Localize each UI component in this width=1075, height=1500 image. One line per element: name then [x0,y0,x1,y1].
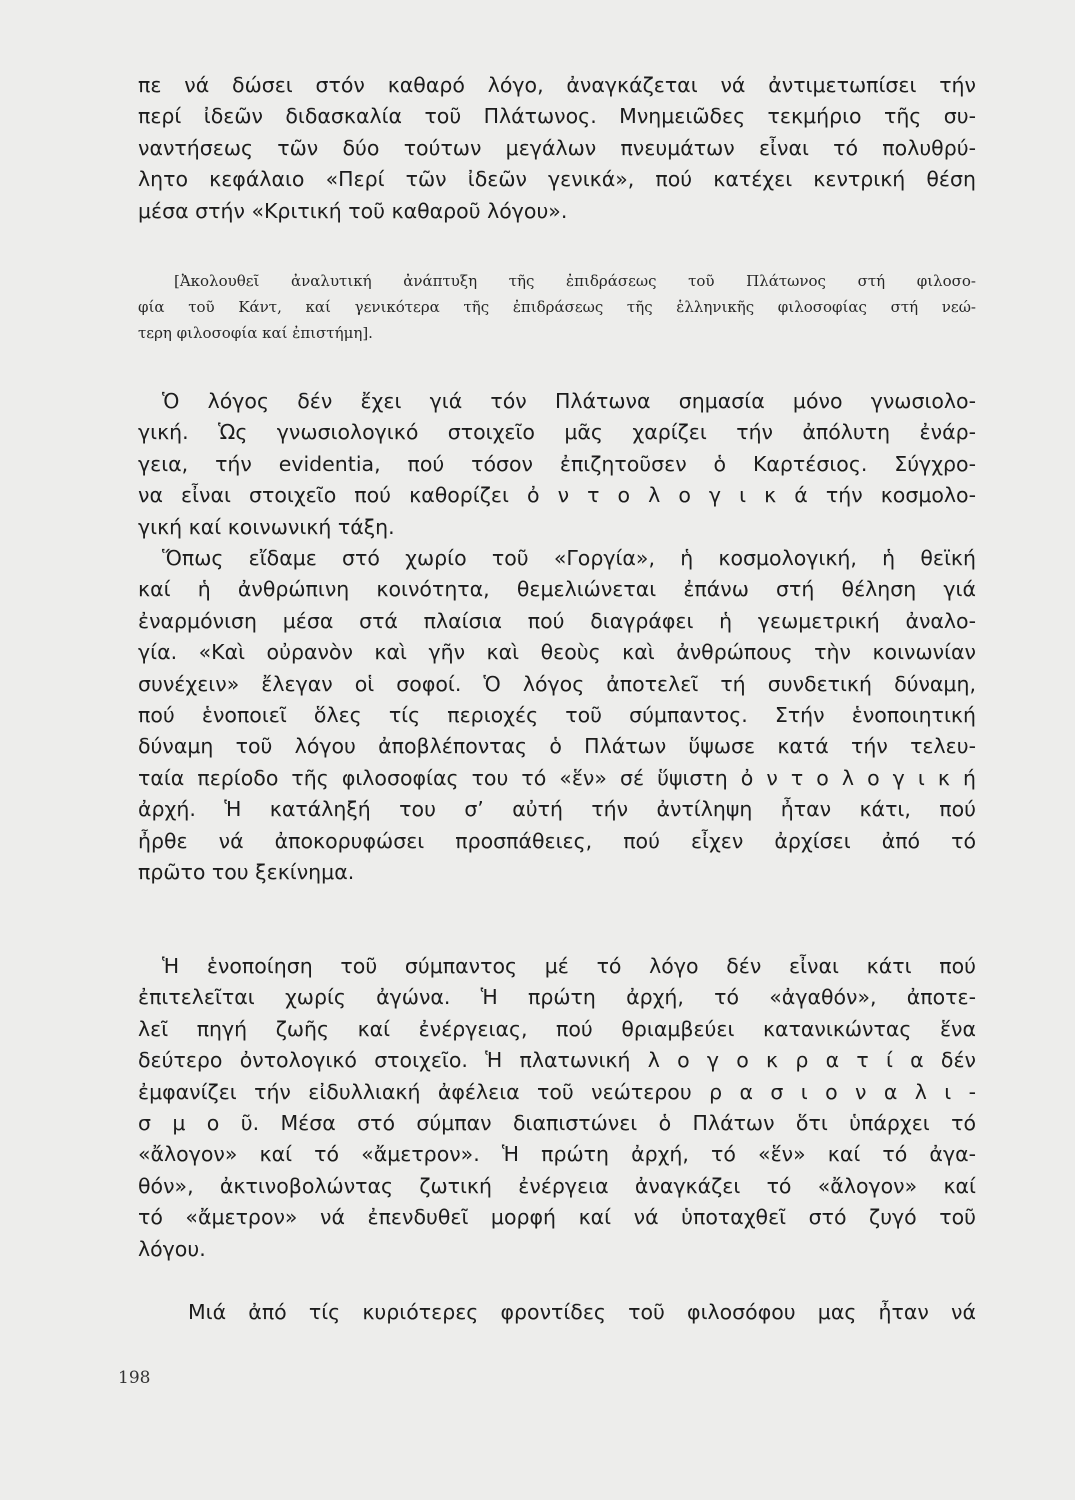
text-line: γία. «Καὶ οὐρανὸν καὶ γῆν καὶ θεοὺς καὶ ἀνθρώπους τὴν κοινωνίαν [138,640,976,665]
paragraph-3 [138,543,976,888]
page-number: 198 [118,1368,151,1388]
text-line: σ μ ο ῦ. Μέσα στό σύμπαν διαπιστώνει ὁ Πλάτων ὅτι ὑπάρχει τό [138,1110,976,1135]
paragraph-4 [138,951,976,1265]
text-line: ταία περίοδο τῆς φιλοσοφίας του τό «ἕν» σέ ὕψιστη ὀ ν τ ο λ ο γ ι κ ή [138,765,976,790]
paragraph-2 [138,386,976,543]
text-line: Ἡ ἑνοποίηση τοῦ σύμπαντος μέ τό λόγο δέν εἶναι κάτι πού [162,954,976,978]
text-line: ἐπιτελεῖται χωρίς ἀγώνα. Ἡ πρώτη ἀρχή, τό «ἀγαθόν», ἀποτε- [138,985,976,1010]
text-line: γική. Ὡς γνωσιολογικό στοιχεῖο μᾶς χαρίζει τήν ἀπόλυτη ἐνάρ- [138,420,976,445]
text-line: περί ἰδεῶν διδασκαλία τοῦ Πλάτωνος. Μνημειῶδες τεκμήριο τῆς συ- [138,104,976,129]
text-line: ἐναρμόνιση μέσα στά πλαίσια πού διαγράφει ἡ γεωμετρική ἀναλο- [138,608,976,633]
text-line: λεῖ πηγή ζωῆς καί ἐνέργειας, πού θριαμβεύει κατανικώντας ἕνα [138,1016,976,1041]
text-line: να εἶναι στοιχεῖο πού καθορίζει ὀ ν τ ο λ ο γ ι κ ά τήν κοσμολο- [138,483,976,508]
note-line: φία τοῦ Κάντ, καί γενικότερα τῆς ἐπιδράσεως τῆς ἑλληνικῆς φιλοσοφίας στή νεώ- [138,298,976,316]
text-line: πε νά δώσει στόν καθαρό λόγο, ἀναγκάζεται νά ἀντιμετωπίσει τήν [138,73,976,97]
text-line: γική καί κοινωνική τάξη. [138,514,395,539]
text-line: λητο κεφάλαιο «Περί τῶν ἰδεῶν γενικά», πού κατέχει κεντρική θέση [138,167,976,192]
text-line: πρῶτο του ξεκίνημα. [138,859,355,884]
text-line: Ὅπως εἴδαμε στό χωρίο τοῦ «Γοργία», ἡ κοσμολογική, ἡ θεϊκή [162,546,976,570]
text-line: γεια, τήν evidentia, πού τόσον ἐπιζητοῦσεν ὁ Καρτέσιος. Σύγχρο- [138,451,976,476]
text-line: λόγου. [138,1236,206,1261]
text-line: καί ἡ ἀνθρώπινη κοινότητα, θεμελιώνεται ἐπάνω στή θέληση γιά [138,577,976,602]
text-line: συνέχειν» ἔλεγαν οἱ σοφοί. Ὁ λόγος ἀποτελεῖ τή συνδετική δύναμη, [138,671,976,696]
text-line: ἐμφανίζει τήν εἰδυλλιακή ἀφέλεια τοῦ νεώτερου ρ α σ ι ο ν α λ ι - [138,1079,976,1104]
paragraph-5 [138,1297,976,1328]
text-line: ναντήσεως τῶν δύο τούτων μεγάλων πνευμάτων εἶναι τό πολυθρύ- [138,135,976,160]
note-line: [Ἀκολουθεῖ ἀναλυτική ἀνάπτυξη τῆς ἐπιδράσεως τοῦ Πλάτωνος στή φιλοσο- [174,272,976,290]
text-line: μέσα στήν «Κριτική τοῦ καθαροῦ λόγου». [138,198,568,223]
text-line: «ἄλογον» καί τό «ἄμετρον». Ἡ πρώτη ἀρχή, τό «ἕν» καί τό ἀγα- [138,1142,976,1167]
editorial-note [138,268,976,346]
text-line: πού ἑνοποιεῖ ὅλες τίς περιοχές τοῦ σύμπαντος. Στήν ἑνοποιητική [138,702,976,727]
text-line: ἀρχή. Ἡ κατάληξή του σ’ αὐτή τήν ἀντίληψη ἦταν κάτι, πού [138,797,976,822]
note-line: τερη φιλοσοφία καί ἐπιστήμη]. [138,324,373,342]
text-line: ἦρθε νά ἀποκορυφώσει προσπάθειες, πού εἶχεν ἀρχίσει ἀπό τό [138,828,976,853]
text-line: Μιά ἀπό τίς κυριότερες φροντίδες τοῦ φιλοσόφου μας ἦταν νά [188,1300,976,1324]
paragraph-1 [138,70,976,227]
text-line: τό «ἄμετρον» νά ἐπενδυθεῖ μορφή καί νά ὑποταχθεῖ στό ζυγό τοῦ [138,1205,976,1230]
text-line: δύναμη τοῦ λόγου ἀποβλέποντας ὁ Πλάτων ὕψωσε κατά τήν τελευ- [138,734,976,759]
text-line: Ὁ λόγος δέν ἔχει γιά τόν Πλάτωνα σημασία μόνο γνωσιολο- [162,389,976,413]
text-line: δεύτερο ὀντολογικό στοιχεῖο. Ἡ πλατωνική λ ο γ ο κ ρ α τ ί α δέν [138,1048,976,1073]
text-line: θόν», ἀκτινοβολώντας ζωτική ἐνέργεια ἀναγκάζει τό «ἄλογον» καί [138,1173,976,1198]
